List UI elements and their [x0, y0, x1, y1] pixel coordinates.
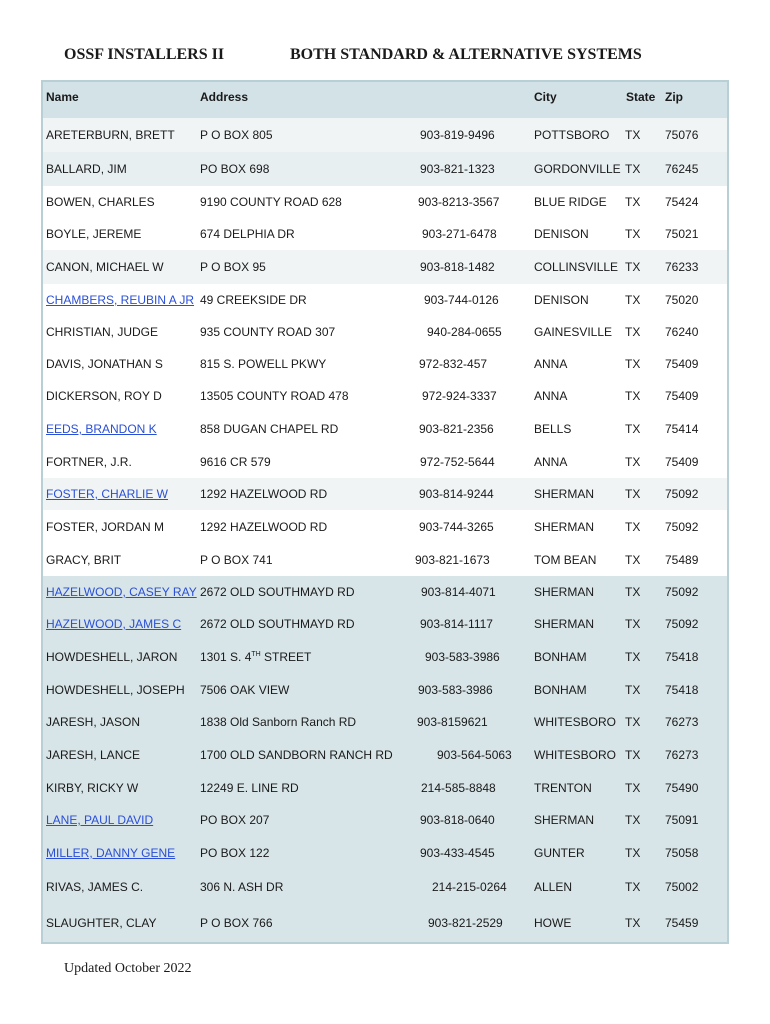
- zip-cell: 76233: [665, 260, 699, 274]
- zip-cell: 75092: [665, 617, 699, 631]
- city-cell: TOM BEAN: [534, 553, 597, 567]
- state-cell: TX: [625, 650, 641, 664]
- table-row: [43, 904, 727, 942]
- city-cell: SHERMAN: [534, 487, 595, 501]
- zip-cell: 75076: [665, 128, 699, 142]
- installer-name: BOWEN, CHARLES: [46, 195, 155, 209]
- installer-name: KIRBY, RICKY W: [46, 781, 139, 795]
- installer-name: HOWDESHELL, JARON: [46, 650, 178, 664]
- phone-cell: 903-818-1482: [420, 260, 495, 274]
- table-row: [43, 576, 727, 608]
- zip-cell: 75092: [665, 585, 699, 599]
- phone-cell: 903-819-9496: [420, 128, 495, 142]
- phone-cell: 903-564-5063: [437, 748, 512, 762]
- phone-cell: 903-744-3265: [419, 520, 494, 534]
- table-row: [43, 412, 727, 446]
- installer-name: SLAUGHTER, CLAY: [46, 916, 157, 930]
- installer-name-link[interactable]: HAZELWOOD, JAMES C: [46, 617, 182, 631]
- installer-name: CHRISTIAN, JUDGE: [46, 325, 159, 339]
- state-cell: TX: [625, 162, 641, 176]
- table-row: [43, 446, 727, 478]
- phone-cell: 903-821-2356: [419, 422, 494, 436]
- city-cell: BONHAM: [534, 683, 587, 697]
- city-cell: SHERMAN: [534, 813, 595, 827]
- state-cell: TX: [625, 128, 641, 142]
- zip-cell: 75058: [665, 846, 699, 860]
- phone-cell: 903-821-2529: [428, 916, 503, 930]
- installer-name-link[interactable]: CHAMBERS, REUBIN A JR: [46, 293, 195, 307]
- city-cell: SHERMAN: [534, 520, 595, 534]
- installers-table: [41, 80, 729, 944]
- installer-name-link[interactable]: FOSTER, CHARLIE W: [46, 487, 169, 501]
- phone-cell: 903-433-4545: [420, 846, 495, 860]
- state-cell: TX: [625, 260, 641, 274]
- city-cell: POTTSBORO: [534, 128, 610, 142]
- city-cell: DENISON: [534, 293, 589, 307]
- zip-cell: 76273: [665, 715, 699, 729]
- address-cell: PO BOX 207: [200, 813, 270, 827]
- table-row: [43, 772, 727, 804]
- state-cell: TX: [625, 487, 641, 501]
- column-header-state: State: [626, 90, 656, 104]
- state-cell: TX: [625, 357, 641, 371]
- address-cell: 815 S. POWELL PKWY: [200, 357, 327, 371]
- zip-cell: 75418: [665, 683, 699, 697]
- city-cell: GORDONVILLE: [534, 162, 621, 176]
- address-cell: 2672 OLD SOUTHMAYD RD: [200, 585, 355, 599]
- document-subtitle: BOTH STANDARD & ALTERNATIVE SYSTEMS: [290, 46, 642, 63]
- column-header-name: Name: [46, 90, 79, 104]
- installer-name: FOSTER, JORDAN M: [46, 520, 165, 534]
- installer-name-link[interactable]: MILLER, DANNY GENE: [46, 846, 176, 860]
- table-header: [43, 82, 727, 118]
- phone-cell: 972-924-3337: [422, 389, 497, 403]
- state-cell: TX: [625, 227, 641, 241]
- zip-cell: 75418: [665, 650, 699, 664]
- phone-cell: 972-832-457: [419, 357, 488, 371]
- state-cell: TX: [625, 880, 641, 894]
- phone-cell: 940-284-0655: [427, 325, 502, 339]
- address-cell: PO BOX 698: [200, 162, 270, 176]
- address-cell: [200, 650, 311, 664]
- state-cell: TX: [625, 748, 641, 762]
- state-cell: TX: [625, 389, 641, 403]
- address-cell: 1292 HAZELWOOD RD: [200, 487, 328, 501]
- phone-cell: 972-752-5644: [420, 455, 495, 469]
- city-cell: WHITESBORO: [534, 715, 617, 729]
- phone-cell: 903-271-6478: [422, 227, 497, 241]
- installer-name: FORTNER, J.R.: [46, 455, 132, 469]
- state-cell: TX: [625, 325, 641, 339]
- installer-name: CANON, MICHAEL W: [46, 260, 164, 274]
- address-text: 1301 S. 4: [200, 650, 252, 664]
- city-cell: GAINESVILLE: [534, 325, 613, 339]
- zip-cell: 75489: [665, 553, 699, 567]
- installer-name-link[interactable]: HAZELWOOD, CASEY RAY: [46, 585, 197, 599]
- state-cell: TX: [625, 195, 641, 209]
- address-cell: 9190 COUNTY ROAD 628: [200, 195, 342, 209]
- column-header-address: Address: [200, 90, 249, 104]
- table-row: [43, 250, 727, 284]
- installer-name: HOWDESHELL, JOSEPH: [46, 683, 185, 697]
- city-cell: DENISON: [534, 227, 589, 241]
- zip-cell: 75409: [665, 389, 699, 403]
- table-row: [43, 348, 727, 380]
- state-cell: TX: [625, 553, 641, 567]
- zip-cell: 75092: [665, 487, 699, 501]
- installer-name: RIVAS, JAMES C.: [46, 880, 144, 894]
- table-row: [43, 118, 727, 152]
- state-cell: TX: [625, 422, 641, 436]
- phone-cell: 903-821-1323: [420, 162, 495, 176]
- state-cell: TX: [625, 617, 641, 631]
- zip-cell: 76245: [665, 162, 699, 176]
- address-cell: 9616 CR 579: [200, 455, 271, 469]
- table-row: [43, 218, 727, 250]
- installer-name: JARESH, JASON: [46, 715, 141, 729]
- city-cell: TRENTON: [534, 781, 592, 795]
- city-cell: ANNA: [534, 357, 568, 371]
- zip-cell: 76240: [665, 325, 699, 339]
- zip-cell: 75092: [665, 520, 699, 534]
- table-row: [43, 544, 727, 576]
- state-cell: TX: [625, 520, 641, 534]
- address-cell: 2672 OLD SOUTHMAYD RD: [200, 617, 355, 631]
- installer-name: DAVIS, JONATHAN S: [46, 357, 163, 371]
- table-row: [43, 510, 727, 544]
- state-cell: TX: [625, 781, 641, 795]
- zip-cell: 76273: [665, 748, 699, 762]
- table-row: [43, 380, 727, 412]
- zip-cell: 75020: [665, 293, 699, 307]
- city-cell: BONHAM: [534, 650, 587, 664]
- table-row: [43, 284, 727, 316]
- address-cell: 674 DELPHIA DR: [200, 227, 295, 241]
- address-cell: P O BOX 741: [200, 553, 273, 567]
- installer-name: JARESH, LANCE: [46, 748, 141, 762]
- installer-name: ARETERBURN, BRETT: [46, 128, 175, 142]
- table-row: [43, 640, 727, 674]
- phone-cell: 903-583-3986: [418, 683, 493, 697]
- city-cell: BELLS: [534, 422, 572, 436]
- address-cell: 7506 OAK VIEW: [200, 683, 290, 697]
- city-cell: BLUE RIDGE: [534, 195, 607, 209]
- city-cell: SHERMAN: [534, 585, 595, 599]
- table-row: [43, 804, 727, 836]
- state-cell: TX: [625, 293, 641, 307]
- address-cell: 13505 COUNTY ROAD 478: [200, 389, 349, 403]
- address-cell: P O BOX 766: [200, 916, 273, 930]
- column-header-zip: Zip: [665, 90, 683, 104]
- installer-name-link[interactable]: EEDS, BRANDON K: [46, 422, 157, 436]
- phone-cell: 903-8159621: [417, 715, 488, 729]
- address-cell: 1838 Old Sanborn Ranch RD: [200, 715, 357, 729]
- address-cell: 1700 OLD SANDBORN RANCH RD: [200, 748, 393, 762]
- zip-cell: 75459: [665, 916, 699, 930]
- address-cell: 935 COUNTY ROAD 307: [200, 325, 336, 339]
- address-cell: 858 DUGAN CHAPEL RD: [200, 422, 339, 436]
- zip-cell: 75002: [665, 880, 699, 894]
- document-title: OSSF INSTALLERS II: [64, 46, 225, 63]
- table-row: [43, 836, 727, 870]
- table-row: [43, 738, 727, 772]
- address-ordinal: TH: [251, 651, 261, 658]
- city-cell: HOWE: [534, 916, 572, 930]
- address-cell: 49 CREEKSIDE DR: [200, 293, 307, 307]
- table-row: [43, 316, 727, 348]
- table-row: [43, 152, 727, 186]
- address-cell: 1292 HAZELWOOD RD: [200, 520, 328, 534]
- zip-cell: 75021: [665, 227, 699, 241]
- phone-cell: 214-215-0264: [432, 880, 507, 894]
- phone-cell: 903-821-1673: [415, 553, 490, 567]
- installer-name: BOYLE, JEREME: [46, 227, 142, 241]
- address-cell: P O BOX 805: [200, 128, 273, 142]
- city-cell: GUNTER: [534, 846, 585, 860]
- installer-name: DICKERSON, ROY D: [46, 389, 162, 403]
- phone-cell: 903-814-9244: [419, 487, 494, 501]
- address-cell: P O BOX 95: [200, 260, 266, 274]
- state-cell: TX: [625, 683, 641, 697]
- installer-name: GRACY, BRIT: [46, 553, 122, 567]
- address-text-tail: STREET: [260, 650, 312, 664]
- state-cell: TX: [625, 846, 641, 860]
- city-cell: ANNA: [534, 389, 568, 403]
- city-cell: COLLINSVILLE: [534, 260, 619, 274]
- table-row: [43, 186, 727, 218]
- table-row: [43, 706, 727, 738]
- zip-cell: 75409: [665, 357, 699, 371]
- phone-cell: 903-8213-3567: [418, 195, 500, 209]
- phone-cell: 903-818-0640: [420, 813, 495, 827]
- zip-cell: 75409: [665, 455, 699, 469]
- zip-cell: 75414: [665, 422, 699, 436]
- city-cell: WHITESBORO: [534, 748, 617, 762]
- updated-note: Updated October 2022: [64, 961, 192, 976]
- column-header-city: City: [534, 90, 557, 104]
- table-row: [43, 870, 727, 904]
- phone-cell: 903-814-1117: [420, 617, 493, 631]
- table-row: [43, 478, 727, 510]
- state-cell: TX: [625, 715, 641, 729]
- zip-cell: 75091: [665, 813, 699, 827]
- phone-cell: 903-583-3986: [425, 650, 500, 664]
- state-cell: TX: [625, 813, 641, 827]
- zip-cell: 75490: [665, 781, 699, 795]
- phone-cell: 903-814-4071: [421, 585, 496, 599]
- city-cell: ANNA: [534, 455, 568, 469]
- phone-cell: 903-744-0126: [424, 293, 499, 307]
- state-cell: TX: [625, 916, 641, 930]
- zip-cell: 75424: [665, 195, 699, 209]
- state-cell: TX: [625, 585, 641, 599]
- phone-cell: 214-585-8848: [421, 781, 496, 795]
- address-cell: 306 N. ASH DR: [200, 880, 284, 894]
- address-cell: 12249 E. LINE RD: [200, 781, 299, 795]
- table-row: [43, 608, 727, 640]
- installer-name: BALLARD, JIM: [46, 162, 127, 176]
- city-cell: SHERMAN: [534, 617, 595, 631]
- address-cell: PO BOX 122: [200, 846, 270, 860]
- state-cell: TX: [625, 455, 641, 469]
- installer-name-link[interactable]: LANE, PAUL DAVID: [46, 813, 154, 827]
- city-cell: ALLEN: [534, 880, 573, 894]
- table-row: [43, 674, 727, 706]
